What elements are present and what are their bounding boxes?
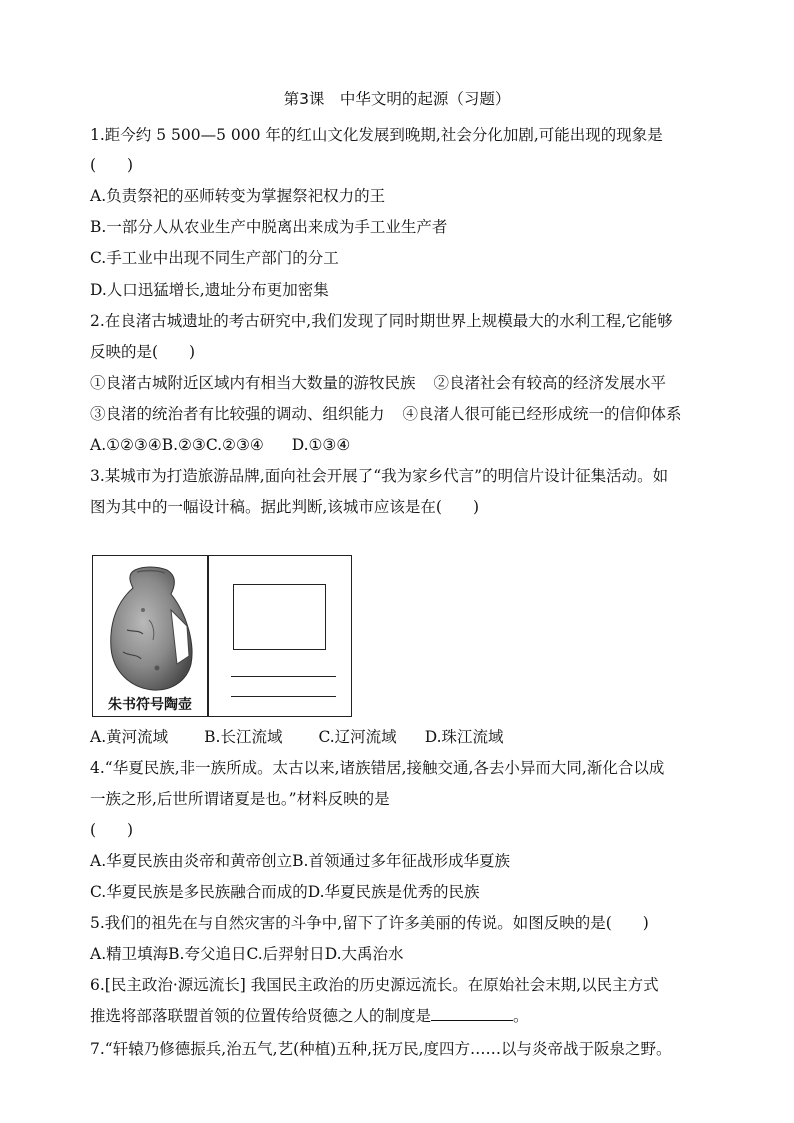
q6-stem-text: 推选将部落联盟首领的位置传给贤德之人的制度是 [90,1007,432,1025]
q4-paren: ( ) [90,821,134,839]
q3-option-d: D.珠江流域 [424,728,504,746]
q7-stem: 7.“轩辕乃修德振兵,治五气,艺(种植)五种,抚万民,度四方……以与炎帝战于阪泉之野。 [90,1040,672,1058]
q4-options-row2 [90,882,705,902]
q2-stem-line1: 2.在良渚古城遗址的考古研究中,我们发现了同时期世界上规模最大的水利工程,它能够 [90,312,673,330]
q1-option-b: B.一部分人从农业生产中脱离出来成为手工业生产者 [90,218,448,236]
q3-options [90,727,705,747]
q5-option-b: B.夸父追日 [168,945,247,963]
q6-stem-line1: 6.[民主政治·源远流长] 我国民主政治的历史源远流长。在原始社会末期,以民主方式 [90,976,659,994]
q2-options [90,435,705,455]
q5-option-c: C.后羿射日 [246,945,325,963]
postcard-divider [207,556,209,716]
stamp-box [233,584,326,650]
q1-option-a: A.负责祭祀的巫师转变为掌握祭祀权力的王 [90,187,386,205]
q1-paren: ( ) [90,156,134,174]
q3-option-b: B.长江流域 [204,728,283,746]
q4-option-d: D.华夏民族是优秀的民族 [307,883,480,901]
q3-stem-line2: 图为其中的一幅设计稿。据此判断,该城市应该是在( ) [90,498,480,516]
q4-option-a: A.华夏民族由炎帝和黄帝创立 [90,852,293,870]
q1-option-c: C.手工业中出现不同生产部门的分工 [90,249,339,267]
q1-stem: 1.距今约 5 500—5 000 年的红山文化发展到晚期,社会分化加剧,可能出现的现象是 [90,126,663,144]
q3-option-c: C.辽河流域 [318,728,397,746]
q4-stem-line2: 一族之形,后世所谓诸夏是也。”材料反映的是 [90,790,390,808]
q2-statement-1: ①良渚古城附近区域内有相当大数量的游牧民族 [90,374,416,392]
q2-option-c: C.②③④ [205,436,264,454]
q5-option-a: A.精卫填海 [90,945,169,963]
q2-statements-row1 [90,373,705,393]
q6-stem-end: 。 [513,1007,529,1025]
q3-stem-line1: 3.某城市为打造旅游品牌,面向社会开展了“我为家乡代言”的明信片设计征集活动。如 [90,467,669,485]
q2-statement-3: ③良渚的统治者有比较强的调动、组织能力 [90,405,385,423]
q3-option-a: A.黄河流域 [90,728,169,746]
address-line-2 [231,696,336,697]
q1-option-d: D.人口迅猛增长,遗址分布更加密集 [90,281,329,299]
q2-statement-2: ②良渚社会有较高的经济发展水平 [433,374,667,392]
q6-answer-blank [431,1006,513,1021]
q4-options-row1 [90,851,705,871]
q2-option-a: A.①②③④ [90,436,162,454]
q2-statements-row2 [90,404,705,424]
q2-stem-line2: 反映的是( ) [90,343,196,361]
q5-option-d: D.大禹治水 [324,945,404,963]
pottery-pot-image [97,560,203,694]
q6-stem-line2 [90,1006,705,1026]
q4-stem-line1: 4.“华夏民族,非一族所成。太古以来,诸族错居,接触交通,各去小异而大同,渐化合以成 [90,759,665,777]
q2-statement-4: ④良渚人很可能已经形成统一的信仰体系 [402,405,682,423]
pottery-caption: 朱书符号陶壶 [108,697,192,713]
q5-stem: 5.我们的祖先在与自然灾害的斗争中,留下了许多美丽的传说。如图反映的是( ) [90,914,649,932]
q4-option-c: C.华夏民族是多民族融合而成的 [90,883,308,901]
q4-option-b: B.首领通过多年征战形成华夏族 [292,852,510,870]
address-line-1 [231,676,336,677]
page-title: 第3课 中华文明的起源（习题） [283,90,511,108]
q2-option-b: B.②③ [161,436,206,454]
q2-option-d: D.①③④ [291,436,351,454]
q5-options [90,944,705,964]
postcard-figure [92,555,352,717]
